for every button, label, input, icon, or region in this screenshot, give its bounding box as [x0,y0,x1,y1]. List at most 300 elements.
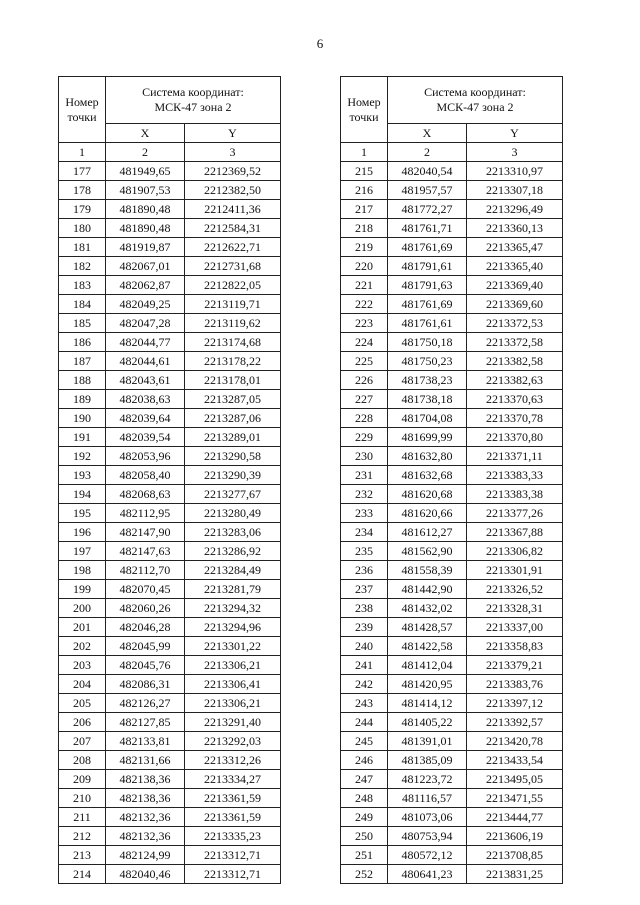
column-y-header: Y [185,124,281,143]
x-coordinate-cell: 482049,25 [106,295,185,314]
y-coordinate-cell: 2212822,05 [185,276,281,295]
x-coordinate-cell: 481761,61 [388,314,467,333]
point-number-cell: 225 [341,352,388,371]
y-coordinate-cell: 2213277,67 [185,485,281,504]
x-coordinate-cell: 481562,90 [388,542,467,561]
x-coordinate-cell: 481632,68 [388,466,467,485]
table-row [59,200,281,219]
y-coordinate-cell: 2213306,21 [185,656,281,675]
point-number-cell: 247 [341,770,388,789]
y-coordinate-cell: 2213178,22 [185,352,281,371]
x-coordinate-cell: 481405,22 [388,713,467,732]
x-coordinate-cell: 482047,28 [106,314,185,333]
coordinate-system-header [106,77,281,124]
y-coordinate-cell: 2213296,49 [467,200,563,219]
y-coordinate-cell: 2213280,49 [185,504,281,523]
y-coordinate-cell: 2213306,82 [467,542,563,561]
table-row [59,656,281,675]
y-coordinate-cell: 2213606,19 [467,827,563,846]
x-coordinate-cell: 481620,66 [388,504,467,523]
x-coordinate-cell: 481612,27 [388,523,467,542]
table-row [341,732,563,751]
point-number-cell: 211 [59,808,106,827]
table-row [341,865,563,884]
y-coordinate-cell: 2213294,96 [185,618,281,637]
y-coordinate-cell: 2213371,11 [467,447,563,466]
y-coordinate-cell: 2213290,39 [185,466,281,485]
table-row [341,238,563,257]
coordinate-system-header-line2: МСК-47 зона 2 [436,100,514,114]
x-coordinate-cell: 482046,28 [106,618,185,637]
point-number-cell: 237 [341,580,388,599]
point-number-cell: 187 [59,352,106,371]
table-row [59,542,281,561]
point-number-cell: 226 [341,371,388,390]
table-row [59,219,281,238]
table-row [59,352,281,371]
point-number-cell: 248 [341,789,388,808]
y-coordinate-cell: 2213372,58 [467,333,563,352]
point-number-cell: 215 [341,162,388,181]
x-coordinate-cell: 482132,36 [106,808,185,827]
point-number-cell: 204 [59,675,106,694]
point-number-cell: 188 [59,371,106,390]
x-coordinate-cell: 482058,40 [106,466,185,485]
x-coordinate-cell: 481772,27 [388,200,467,219]
x-coordinate-cell: 482039,54 [106,428,185,447]
x-coordinate-cell: 481432,02 [388,599,467,618]
table-row [59,238,281,257]
table-row [59,713,281,732]
coordinates-table-left [58,76,281,884]
x-coordinate-cell: 482126,27 [106,694,185,713]
y-coordinate-cell: 2212622,71 [185,238,281,257]
table-row [59,447,281,466]
point-number-cell: 227 [341,390,388,409]
point-number-cell: 233 [341,504,388,523]
point-number-cell: 206 [59,713,106,732]
point-number-cell: 199 [59,580,106,599]
x-coordinate-cell: 482070,45 [106,580,185,599]
point-number-cell: 217 [341,200,388,219]
x-coordinate-cell: 481704,08 [388,409,467,428]
x-coordinate-cell: 482040,54 [388,162,467,181]
point-number-cell: 212 [59,827,106,846]
table-row [59,732,281,751]
y-coordinate-cell: 2213360,13 [467,219,563,238]
column-index-3: 3 [467,143,563,162]
x-coordinate-cell: 482053,96 [106,447,185,466]
y-coordinate-cell: 2213287,06 [185,409,281,428]
table-row [341,675,563,694]
table-row [341,827,563,846]
y-coordinate-cell: 2212369,52 [185,162,281,181]
point-number-cell: 219 [341,238,388,257]
coordinate-system-header-line2: МСК-47 зона 2 [154,100,232,114]
x-coordinate-cell: 482138,36 [106,789,185,808]
point-number-cell: 203 [59,656,106,675]
y-coordinate-cell: 2213286,92 [185,542,281,561]
y-coordinate-cell: 2213292,03 [185,732,281,751]
point-number-cell: 210 [59,789,106,808]
y-coordinate-cell: 2213708,85 [467,846,563,865]
y-coordinate-cell: 2213294,32 [185,599,281,618]
table-body-left [59,162,281,884]
point-number-cell: 245 [341,732,388,751]
point-number-header-line1: Номер [347,94,381,109]
x-coordinate-cell: 481558,39 [388,561,467,580]
y-coordinate-cell: 2213471,55 [467,789,563,808]
x-coordinate-cell: 481949,65 [106,162,185,181]
table-row [341,162,563,181]
table-row [59,390,281,409]
point-number-cell: 240 [341,637,388,656]
x-coordinate-cell: 482039,64 [106,409,185,428]
table-row [341,333,563,352]
y-coordinate-cell: 2213361,59 [185,789,281,808]
x-coordinate-cell: 482044,77 [106,333,185,352]
y-coordinate-cell: 2213334,27 [185,770,281,789]
y-coordinate-cell: 2213291,40 [185,713,281,732]
x-coordinate-cell: 480641,23 [388,865,467,884]
y-coordinate-cell: 2212584,31 [185,219,281,238]
x-coordinate-cell: 482086,31 [106,675,185,694]
x-coordinate-cell: 482045,76 [106,656,185,675]
table-row [341,257,563,276]
point-number-cell: 185 [59,314,106,333]
x-coordinate-cell: 481907,53 [106,181,185,200]
point-number-cell: 184 [59,295,106,314]
x-coordinate-cell: 481750,23 [388,352,467,371]
point-number-cell: 194 [59,485,106,504]
point-number-cell: 221 [341,276,388,295]
coordinate-system-header-line1: Система координат: [142,85,244,99]
column-index-3: 3 [185,143,281,162]
y-coordinate-cell: 2213370,80 [467,428,563,447]
y-coordinate-cell: 2213328,31 [467,599,563,618]
y-coordinate-cell: 2213397,12 [467,694,563,713]
table-row [59,371,281,390]
x-coordinate-cell: 481428,57 [388,618,467,637]
x-coordinate-cell: 481738,23 [388,371,467,390]
point-number-cell: 192 [59,447,106,466]
x-coordinate-cell: 481223,72 [388,770,467,789]
y-coordinate-cell: 2213306,21 [185,694,281,713]
point-number-cell: 191 [59,428,106,447]
x-coordinate-cell: 482038,63 [106,390,185,409]
table-row [341,542,563,561]
x-coordinate-cell: 482127,85 [106,713,185,732]
table-row [341,314,563,333]
x-coordinate-cell: 482062,87 [106,276,185,295]
x-coordinate-cell: 481890,48 [106,200,185,219]
table-row [59,675,281,694]
table-row [341,219,563,238]
x-coordinate-cell: 481422,58 [388,637,467,656]
y-coordinate-cell: 2213367,88 [467,523,563,542]
x-coordinate-cell: 482060,26 [106,599,185,618]
y-coordinate-cell: 2213382,63 [467,371,563,390]
point-number-cell: 252 [341,865,388,884]
table-row [59,599,281,618]
x-coordinate-cell: 482044,61 [106,352,185,371]
table-row [341,770,563,789]
table-row [341,599,563,618]
y-coordinate-cell: 2213365,40 [467,257,563,276]
table-row [59,504,281,523]
table-row [59,637,281,656]
y-coordinate-cell: 2213284,49 [185,561,281,580]
point-number-cell: 195 [59,504,106,523]
point-number-cell: 183 [59,276,106,295]
point-number-cell: 246 [341,751,388,770]
table-row [341,808,563,827]
table-row [59,694,281,713]
table-row [59,276,281,295]
table-row [341,200,563,219]
y-coordinate-cell: 2213290,58 [185,447,281,466]
x-coordinate-cell: 482138,36 [106,770,185,789]
table-row [59,409,281,428]
point-number-cell: 244 [341,713,388,732]
x-coordinate-cell: 481116,57 [388,789,467,808]
table-row [341,694,563,713]
y-coordinate-cell: 2213306,41 [185,675,281,694]
table-row [341,713,563,732]
table-row [341,485,563,504]
x-coordinate-cell: 480753,94 [388,827,467,846]
y-coordinate-cell: 2213119,71 [185,295,281,314]
table-row [59,162,281,181]
y-coordinate-cell: 2213383,33 [467,466,563,485]
point-number-cell: 202 [59,637,106,656]
x-coordinate-cell: 480572,12 [388,846,467,865]
table-row [341,466,563,485]
table-row [59,485,281,504]
y-coordinate-cell: 2213372,53 [467,314,563,333]
y-coordinate-cell: 2213358,83 [467,637,563,656]
column-x-header: X [106,124,185,143]
point-number-cell: 181 [59,238,106,257]
table-row [59,523,281,542]
point-number-header-line2: точки [349,109,379,124]
x-coordinate-cell: 481919,87 [106,238,185,257]
x-coordinate-cell: 482131,66 [106,751,185,770]
column-x-header: X [388,124,467,143]
y-coordinate-cell: 2213335,23 [185,827,281,846]
y-coordinate-cell: 2213377,26 [467,504,563,523]
x-coordinate-cell: 482147,90 [106,523,185,542]
coordinate-system-header-line1: Система координат: [424,85,526,99]
table-row [341,523,563,542]
x-coordinate-cell: 482040,46 [106,865,185,884]
table-row [341,447,563,466]
point-number-cell: 207 [59,732,106,751]
table-row [59,770,281,789]
point-number-cell: 232 [341,485,388,504]
coordinates-table-right [340,76,563,884]
table-row [341,618,563,637]
column-index-2: 2 [388,143,467,162]
point-number-cell: 230 [341,447,388,466]
y-coordinate-cell: 2213337,00 [467,618,563,637]
table-row [341,751,563,770]
y-coordinate-cell: 2213174,68 [185,333,281,352]
x-coordinate-cell: 482043,61 [106,371,185,390]
page-number: 6 [316,36,324,51]
table-row [341,637,563,656]
table-row [341,428,563,447]
y-coordinate-cell: 2213301,91 [467,561,563,580]
y-coordinate-cell: 2213420,78 [467,732,563,751]
point-number-cell: 196 [59,523,106,542]
point-number-header-line1: Номер [65,94,99,109]
y-coordinate-cell: 2213361,59 [185,808,281,827]
x-coordinate-cell: 481442,90 [388,580,467,599]
table-row [59,865,281,884]
point-number-cell: 209 [59,770,106,789]
x-coordinate-cell: 481957,57 [388,181,467,200]
point-number-cell: 242 [341,675,388,694]
point-number-cell: 201 [59,618,106,637]
x-coordinate-cell: 481420,95 [388,675,467,694]
x-coordinate-cell: 481791,61 [388,257,467,276]
table-row [341,846,563,865]
point-number-cell: 223 [341,314,388,333]
point-number-cell: 213 [59,846,106,865]
table-row [341,276,563,295]
table-row [341,390,563,409]
table-row [341,371,563,390]
point-number-header-line2: точки [67,109,97,124]
x-coordinate-cell: 481414,12 [388,694,467,713]
column-index-2: 2 [106,143,185,162]
column-index-1: 1 [59,143,106,162]
point-number-cell: 189 [59,390,106,409]
point-number-cell: 180 [59,219,106,238]
point-number-cell: 205 [59,694,106,713]
x-coordinate-cell: 482045,99 [106,637,185,656]
y-coordinate-cell: 2213178,01 [185,371,281,390]
x-coordinate-cell: 481385,09 [388,751,467,770]
y-coordinate-cell: 2213382,58 [467,352,563,371]
x-coordinate-cell: 481761,71 [388,219,467,238]
x-coordinate-cell: 482133,81 [106,732,185,751]
column-y-header: Y [467,124,563,143]
x-coordinate-cell: 482068,63 [106,485,185,504]
y-coordinate-cell: 2213312,26 [185,751,281,770]
table-row [59,846,281,865]
table-row [341,656,563,675]
x-coordinate-cell: 482132,36 [106,827,185,846]
point-number-cell: 216 [341,181,388,200]
table-row [341,409,563,428]
y-coordinate-cell: 2213495,05 [467,770,563,789]
x-coordinate-cell: 482112,70 [106,561,185,580]
point-number-cell: 241 [341,656,388,675]
point-number-cell: 234 [341,523,388,542]
point-number-cell: 229 [341,428,388,447]
x-coordinate-cell: 481750,18 [388,333,467,352]
x-coordinate-cell: 481761,69 [388,238,467,257]
x-coordinate-cell: 482124,99 [106,846,185,865]
y-coordinate-cell: 2213370,78 [467,409,563,428]
point-number-cell: 182 [59,257,106,276]
y-coordinate-cell: 2213312,71 [185,846,281,865]
table-row [59,561,281,580]
point-number-cell: 250 [341,827,388,846]
y-coordinate-cell: 2213326,52 [467,580,563,599]
x-coordinate-cell: 481791,63 [388,276,467,295]
table-row [59,808,281,827]
point-number-cell: 179 [59,200,106,219]
point-number-cell: 218 [341,219,388,238]
table-body-right [341,162,563,884]
x-coordinate-cell: 481699,99 [388,428,467,447]
y-coordinate-cell: 2212411,36 [185,200,281,219]
y-coordinate-cell: 2213283,06 [185,523,281,542]
y-coordinate-cell: 2213281,79 [185,580,281,599]
point-number-cell: 220 [341,257,388,276]
point-number-header [59,77,106,143]
y-coordinate-cell: 2213301,22 [185,637,281,656]
y-coordinate-cell: 2213392,57 [467,713,563,732]
table-row [341,352,563,371]
point-number-cell: 222 [341,295,388,314]
point-number-cell: 208 [59,751,106,770]
table-row [59,466,281,485]
x-coordinate-cell: 482112,95 [106,504,185,523]
table-row [341,181,563,200]
point-number-cell: 236 [341,561,388,580]
point-number-cell: 190 [59,409,106,428]
table-row [59,751,281,770]
point-number-cell: 238 [341,599,388,618]
x-coordinate-cell: 481632,80 [388,447,467,466]
x-coordinate-cell: 481761,69 [388,295,467,314]
y-coordinate-cell: 2213370,63 [467,390,563,409]
point-number-cell: 235 [341,542,388,561]
table-row [59,181,281,200]
point-number-cell: 214 [59,865,106,884]
x-coordinate-cell: 481073,06 [388,808,467,827]
point-number-cell: 228 [341,409,388,428]
y-coordinate-cell: 2213287,05 [185,390,281,409]
y-coordinate-cell: 2213433,54 [467,751,563,770]
table-row [59,580,281,599]
point-number-cell: 177 [59,162,106,181]
table-row [59,428,281,447]
point-number-header [341,77,388,143]
x-coordinate-cell: 481890,48 [106,219,185,238]
point-number-cell: 249 [341,808,388,827]
y-coordinate-cell: 2213444,77 [467,808,563,827]
table-row [59,789,281,808]
point-number-cell: 178 [59,181,106,200]
y-coordinate-cell: 2213379,21 [467,656,563,675]
y-coordinate-cell: 2213307,18 [467,181,563,200]
point-number-cell: 193 [59,466,106,485]
table-row [341,789,563,808]
table-row [59,333,281,352]
table-row [59,827,281,846]
point-number-cell: 243 [341,694,388,713]
table-row [59,314,281,333]
column-index-1: 1 [341,143,388,162]
x-coordinate-cell: 482067,01 [106,257,185,276]
point-number-cell: 231 [341,466,388,485]
y-coordinate-cell: 2213831,25 [467,865,563,884]
